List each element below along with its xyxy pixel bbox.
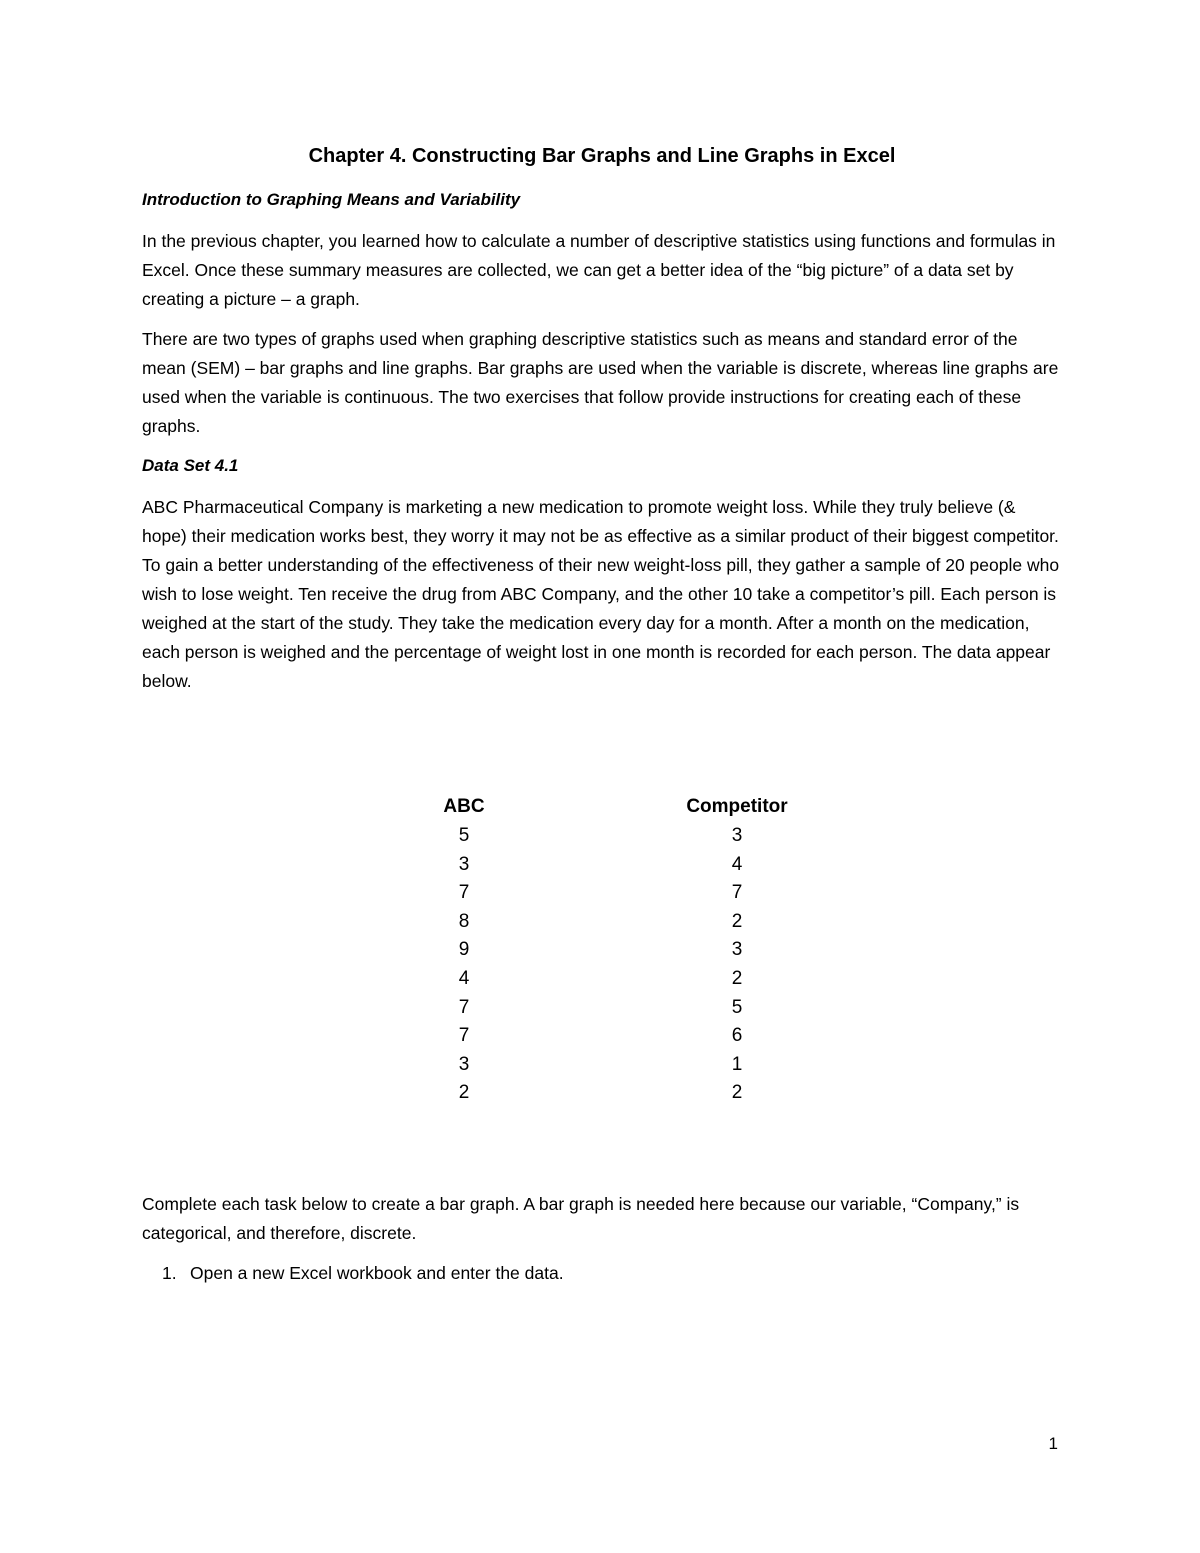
table-cell: 2 [731, 910, 743, 932]
intro-paragraph-1: In the previous chapter, you learned how to calculate a number of descriptive statistics using functions and formulas in Excel. Once these summary measures are collected, we can get a better idea of the “big picture” of a data set by creating a picture – a graph. [142, 231, 1056, 309]
table-cell: 7 [731, 882, 743, 904]
table-cell: 3 [731, 825, 743, 846]
intro-heading: Introduction to Graphing Means and Variability [142, 190, 521, 209]
table-cell: 5 [731, 996, 743, 1018]
page-number: 1 [1048, 1434, 1058, 1453]
table-header-competitor: Competitor [686, 796, 788, 817]
table-cell: 2 [731, 1082, 743, 1104]
table-cell: 2 [731, 967, 743, 989]
table-cell: 3 [458, 853, 470, 875]
task-paragraph: Complete each task below to create a bar graph. A bar graph is needed here because our variable, “Company,” is categorical, and therefore, discrete. [142, 1194, 1020, 1243]
table-cell: 3 [458, 1053, 470, 1075]
table-cell: 4 [458, 967, 470, 989]
table-cell: 7 [458, 996, 470, 1018]
table-cell: 8 [458, 910, 470, 932]
chapter-title: Chapter 4. Constructing Bar Graphs and Line Graphs in Excel [308, 145, 896, 167]
task-section [142, 1190, 1062, 1288]
table-column-abc [404, 792, 524, 1108]
step-number: 1. [162, 1263, 177, 1283]
table-cell: 2 [458, 1082, 470, 1104]
table-header-abc: ABC [443, 796, 485, 817]
steps-list [142, 1259, 1062, 1288]
table-column-competitor [662, 792, 812, 1108]
table-cell: 5 [458, 825, 470, 846]
dataset-paragraph: ABC Pharmaceutical Company is marketing a new medication to promote weight loss. While they truly believe (& hope) their medication works best, they worry it may not be as effective as a similar product of their biggest competitor. To gain a better understanding of the effectiveness of their new weight-loss pill, they gather a sample of 20 people who wish to lose weight. Ten receive the drug from ABC Company, and the other 10 take a competitor’s pill. Each person is weighed at the start of the study. They take the medication every day for a month. After a month on the medication, each person is weighed and the percentage of weight lost in one month is recorded for each person. The data appear below. [142, 497, 1060, 691]
table-cell: 7 [458, 1025, 470, 1047]
table-cell: 6 [731, 1025, 743, 1047]
table-cell: 9 [458, 939, 470, 961]
table-cell: 1 [731, 1053, 743, 1075]
step-text: Open a new Excel workbook and enter the data. [190, 1263, 564, 1283]
table-cell: 3 [731, 939, 743, 961]
table-cell: 4 [731, 853, 743, 875]
list-item [142, 1259, 1062, 1288]
dataset-heading: Data Set 4.1 [142, 456, 239, 475]
table-cell: 7 [458, 882, 470, 904]
intro-paragraph-2: There are two types of graphs used when graphing descriptive statistics such as means and standard error of the mean (SEM) – bar graphs and line graphs. Bar graphs are used when the variable is discrete, whereas line graphs are used when the variable is continuous. The two exercises that follow provide instructions for creating each of these graphs. [142, 329, 1059, 436]
page-content [142, 140, 1062, 1283]
